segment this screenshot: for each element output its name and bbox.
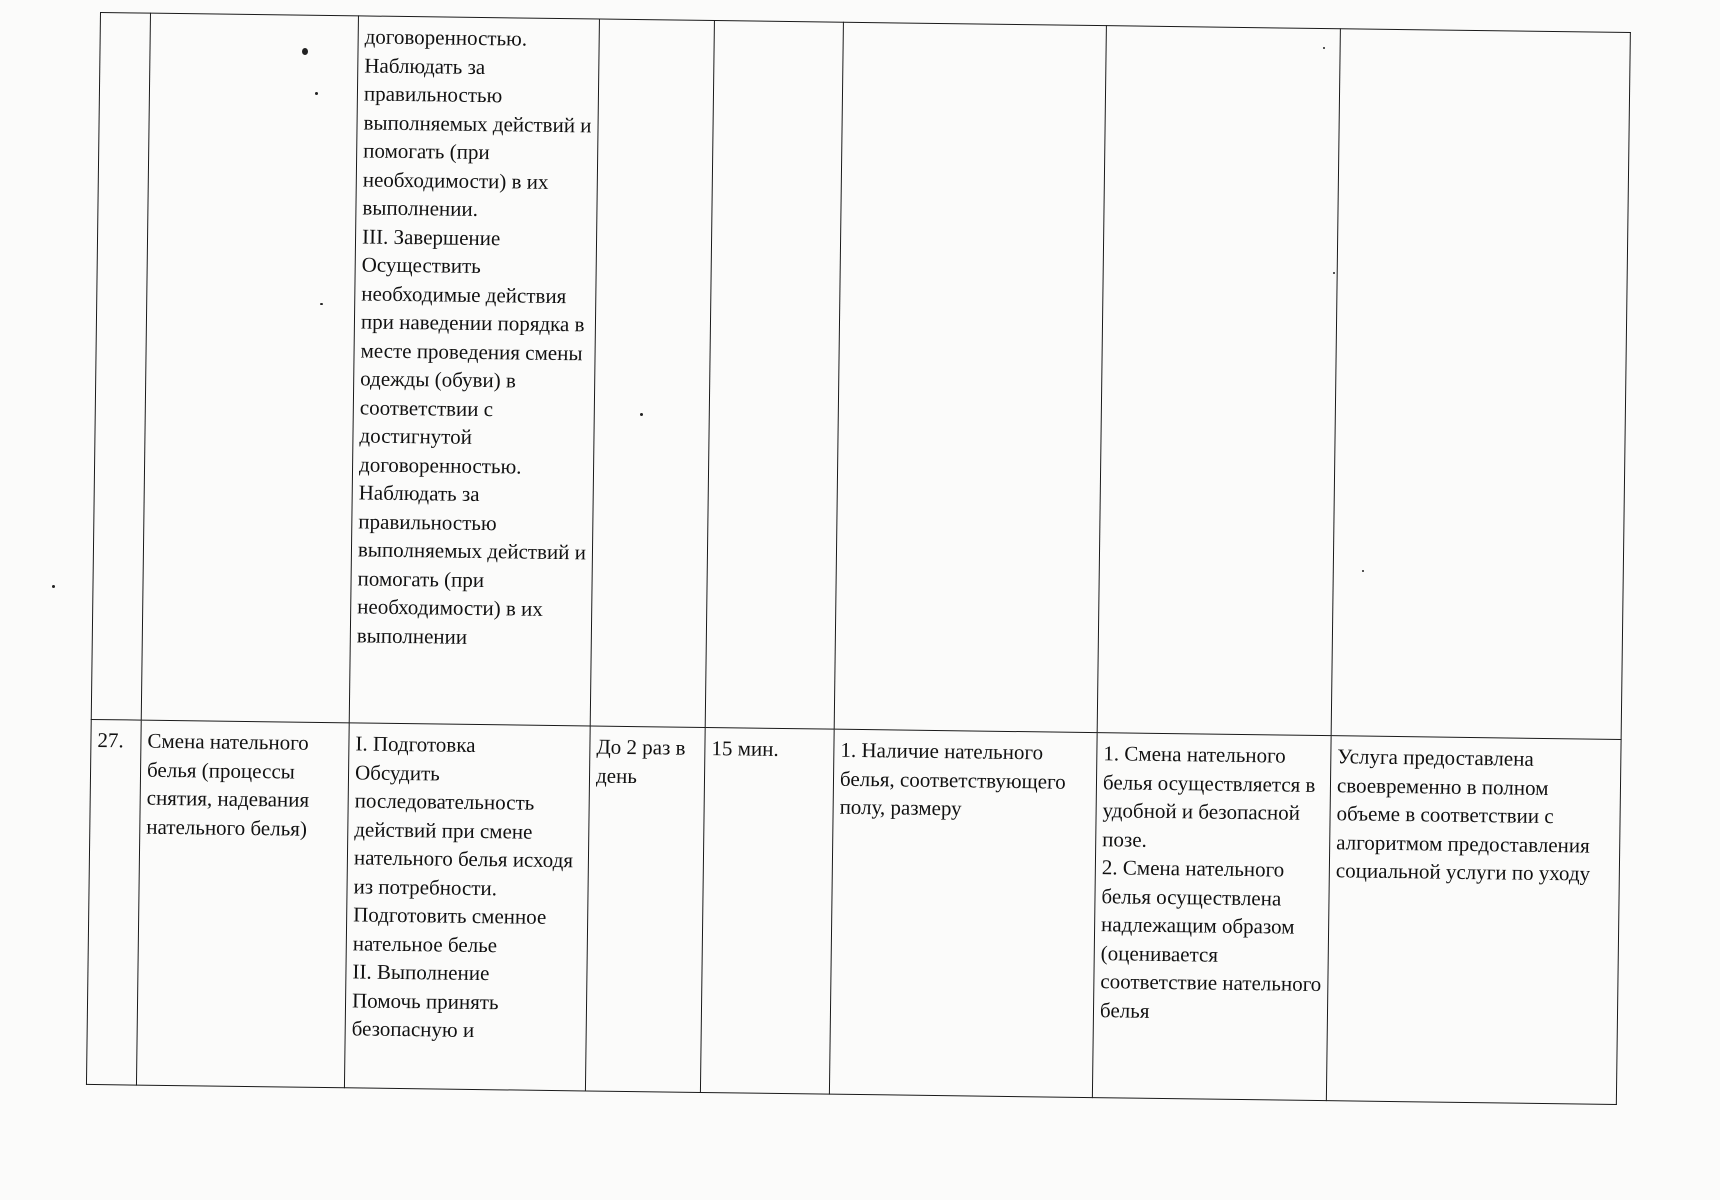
cell-service: Смена нательного белья (процессы снятия, надевания нательного белья) — [136, 720, 349, 1088]
cell-frequency — [590, 19, 714, 727]
cell-quality: 1. Смена нательного белья осуществляется в удобной и безопасной позе. 2. Смена нательного белья осуществлена надлежащим образом (оценивается соответствие нательного белья — [1092, 733, 1331, 1101]
cell-procedure: договоренностью. Наблюдать за правильностью выполняемых действий и помогать (при необходимости) в их выполнении. III. Завершение Осуществить необходимые действия при наведении порядка в месте проведения смены одежды (обуви) в соответствии с достигнутой договоренностью. Наблюдать за правильностью выполняемых действий и помогать (при необходимости) в их выполнении — [349, 16, 599, 726]
scan-speck — [320, 303, 323, 305]
scan-speck — [1333, 272, 1335, 274]
scan-speck — [302, 48, 308, 55]
scan-speck — [640, 413, 643, 416]
cell-number: 27. — [86, 719, 141, 1085]
cell-frequency: До 2 раз в день — [585, 726, 705, 1092]
services-table — [86, 12, 1631, 1105]
cell-duration: 15 мин. — [700, 727, 834, 1094]
cell-duration — [705, 21, 843, 730]
cell-conditions: 1. Наличие нательного белья, соответствующего полу, размеру — [829, 729, 1097, 1097]
cell-assessment: Услуга предоставлена своевременно в полном объеме в соответствии с алгоритмом предоставления социальной услуги по уходу — [1326, 736, 1621, 1105]
table-row — [86, 719, 1621, 1104]
cell-conditions — [834, 22, 1106, 732]
scan-speck — [52, 585, 55, 588]
scan-speck — [1323, 47, 1325, 49]
scan-speck — [315, 92, 318, 95]
cell-procedure: I. Подготовка Обсудить последовательность действий при смене нательного белья исходя из потребности. Подготовить сменное нательное белье II. Выполнение Помочь принять безопасную и — [344, 723, 590, 1091]
cell-quality — [1097, 26, 1340, 736]
table-row — [91, 13, 1630, 740]
cell-service — [141, 13, 358, 723]
cell-assessment — [1331, 29, 1630, 740]
scan-speck — [1362, 570, 1364, 572]
cell-number — [91, 13, 150, 721]
